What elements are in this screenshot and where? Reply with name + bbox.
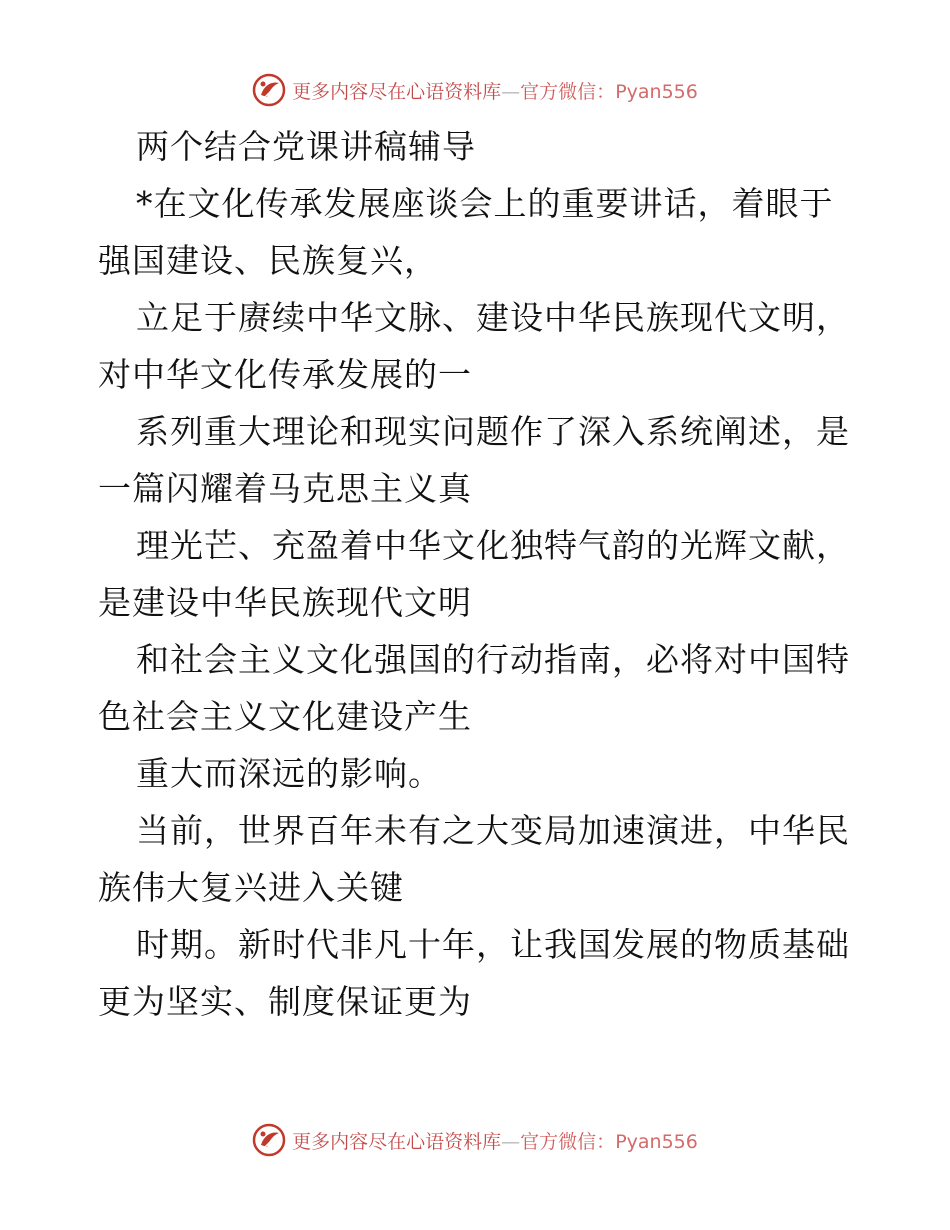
paragraph-line: 重大而深远的影响。 xyxy=(136,754,442,793)
paragraph-line: 族伟大复兴进入关键 xyxy=(98,868,404,907)
watermark-text xyxy=(292,77,698,104)
paragraph-line: 是建设中华民族现代文明 xyxy=(98,583,472,622)
paragraph-line: *在文化传承发展座谈会上的重要讲话，着眼于 xyxy=(136,184,834,223)
watermark-account-id: Pyan556 xyxy=(615,80,698,103)
document-body xyxy=(98,118,858,1030)
document-title: 两个结合党课讲稿辅导 xyxy=(136,127,476,166)
paragraph-line: 对中华文化传承发展的一 xyxy=(98,355,472,394)
paragraph-line: 当前，世界百年未有之大变局加速演进，中华民 xyxy=(136,811,850,850)
watermark-account-label: 官方微信： xyxy=(520,1130,616,1153)
watermark-separator: — xyxy=(501,80,521,103)
paragraph-line: 强国建设、民族复兴， xyxy=(98,241,438,280)
seal-logo-icon xyxy=(252,1123,286,1157)
watermark-text xyxy=(292,1127,698,1154)
watermark-main: 更多内容尽在心语资料库 xyxy=(292,1130,502,1153)
header-watermark xyxy=(0,70,950,110)
paragraph-line: 色社会主义文化建设产生 xyxy=(98,697,472,736)
seal-logo-icon xyxy=(252,73,286,107)
paragraph-line: 时期。新时代非凡十年，让我国发展的物质基础 xyxy=(136,925,850,964)
footer-watermark xyxy=(0,1120,950,1160)
watermark-account-id: Pyan556 xyxy=(615,1130,698,1153)
paragraph-line: 立足于赓续中华文脉、建设中华民族现代文明， xyxy=(136,298,850,337)
paragraph-line: 理光芒、充盈着中华文化独特气韵的光辉文献， xyxy=(136,526,850,565)
paragraph-line: 系列重大理论和现实问题作了深入系统阐述，是 xyxy=(136,412,850,451)
paragraph-line: 更为坚实、制度保证更为 xyxy=(98,982,472,1021)
watermark-account-label: 官方微信： xyxy=(520,80,616,103)
watermark-main: 更多内容尽在心语资料库 xyxy=(292,80,502,103)
watermark-separator: — xyxy=(501,1130,521,1153)
paragraph-line: 和社会主义文化强国的行动指南，必将对中国特 xyxy=(136,640,850,679)
paragraph-line: 一篇闪耀着马克思主义真 xyxy=(98,469,472,508)
